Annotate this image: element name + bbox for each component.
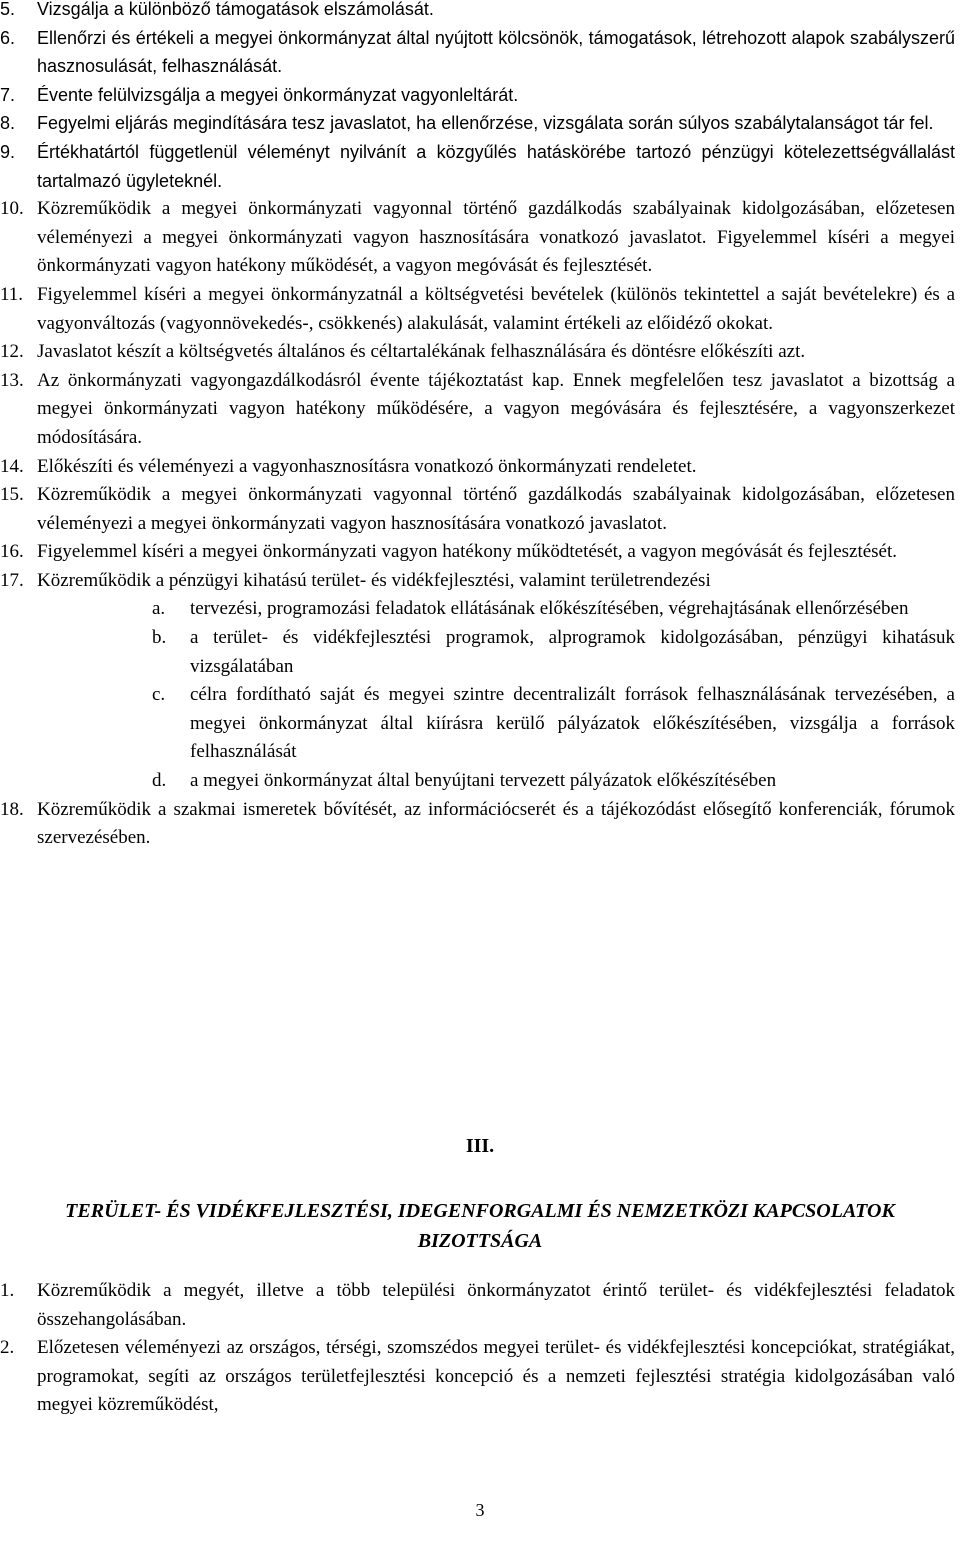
list-item bbox=[0, 567, 955, 796]
sub-item-letter: d. bbox=[152, 770, 167, 792]
sub-item-text: célra fordítható saját és megyei szintre decentralizált források felhasználásának tervezésében, a megyei önkormányzat által kiírásra kerülő pályázatok előkészítésében, vizsgálja a források felhasználását bbox=[190, 684, 955, 763]
list-item bbox=[0, 538, 955, 567]
item-number: 18. bbox=[0, 798, 24, 820]
sub-list-item bbox=[152, 624, 955, 681]
list-item bbox=[0, 24, 955, 81]
list-item bbox=[0, 281, 955, 338]
item-number: 13. bbox=[0, 369, 24, 391]
sub-item-text: tervezési, programozási feladatok ellátásának előkészítésében, végrehajtásának ellenőrzésében bbox=[190, 598, 909, 620]
item-number: 15. bbox=[0, 484, 24, 506]
item-text: Fegyelmi eljárás megindítására tesz javaslatot, ha ellenőrzése, vizsgálata során súlyos szabálytalanságot tár fel. bbox=[37, 113, 934, 134]
sub-item-letter: c. bbox=[152, 684, 166, 706]
item-text: Közreműködik a szakmai ismeretek bővítését, az információcserét és a tájékozódást elősegítő konferenciák, fórumok szervezésében. bbox=[37, 798, 955, 849]
list-item bbox=[0, 453, 955, 482]
item-text: Előzetesen véleményezi az országos, térségi, szomszédos megyei terület- és vidékfejlesztési koncepciókat, stratégiákat, programokat, segíti az országos területfejlesztési koncepció és a nemzeti fejlesztési stratégia kidolgozásában való megyei közreműködést, bbox=[37, 1337, 955, 1416]
item-text: Közreműködik a megyei önkormányzati vagyonnal történő gazdálkodás szabályainak kidolgozásában, előzetesen véleményezi a megyei önkormányzati vagyon hasznosítására vonatkozó javaslatot. Figyelemmel kíséri a megyei önkormányzati vagyon hatékony működését, a vagyon megóvását és fejlesztését. bbox=[37, 198, 955, 277]
sub-list bbox=[37, 595, 955, 795]
item-number: 16. bbox=[0, 541, 24, 563]
item-text: Közreműködik a megyei önkormányzati vagyonnal történő gazdálkodás szabályainak kidolgozásában, előzetesen véleményezi a megyei önkormányzati vagyon hasznosítására vonatkozó javaslatot. bbox=[37, 484, 955, 534]
list-item bbox=[0, 81, 955, 110]
list-item bbox=[0, 0, 955, 24]
item-number: 11. bbox=[0, 283, 24, 305]
item-number: 10. bbox=[0, 198, 24, 220]
sub-list-item bbox=[152, 595, 955, 624]
section-title: TERÜLET- ÉS VIDÉKFEJLESZTÉSI, IDEGENFORGALMI ÉS NEMZETKÖZI KAPCSOLATOK BIZOTTSÁGA bbox=[65, 1200, 895, 1252]
section-iii bbox=[0, 1135, 960, 1256]
list-item bbox=[0, 109, 955, 138]
list-item bbox=[0, 1277, 955, 1334]
sub-item-letter: b. bbox=[152, 627, 167, 649]
list-item bbox=[0, 1334, 955, 1420]
item-text: Figyelemmel kíséri a megyei önkormányzati vagyon hatékony működtetését, a vagyon megóvását és fejlesztését. bbox=[37, 541, 898, 563]
item-text: Közreműködik a pénzügyi kihatású terület- és vidékfejlesztési, valamint területrendezési bbox=[37, 569, 711, 591]
list-item bbox=[0, 367, 955, 453]
item-text: Évente felülvizsgálja a megyei önkormányzat vagyonleltárát. bbox=[37, 84, 519, 105]
item-text: Az önkormányzati vagyongazdálkodásról évente tájékoztatást kap. Ennek megfelelően tesz javaslatot a bizottság a megyei önkormányzati vagyon hatékony működésére, a vagyon megóvására és fejlesztésére, a vagyonszerkezet módosítására. bbox=[37, 369, 955, 448]
item-text: Közreműködik a megyét, illetve a több települési önkormányzatot érintő terület- és vidékfejlesztési feladatok összehangolásában. bbox=[37, 1280, 955, 1330]
item-number: 2. bbox=[0, 1337, 15, 1359]
item-text: Ellenőrzi és értékeli a megyei önkormányzat által nyújtott kölcsönök, támogatások, létrehozott alapok szabályszerű hasznosulását, felhasználását. bbox=[37, 27, 955, 77]
item-text: Figyelemmel kíséri a megyei önkormányzatnál a költségvetési bevételek (különös tekintettel a saját bevételekre) és a vagyonváltozás (vagyonnövekedés-, csökkenés) alakulását, valamint értékeli az előidéző okokat. bbox=[37, 283, 955, 334]
item-number: 1. bbox=[0, 1280, 15, 1301]
item-number: 17. bbox=[0, 569, 24, 591]
item-text: Értékhatártól függetlenül véleményt nyilvánít a közgyűlés hatáskörébe tartozó pénzügyi kötelezettségvállalást tartalmazó ügyleteknél. bbox=[37, 141, 955, 191]
item-number: 14. bbox=[0, 455, 24, 477]
item-number: 8. bbox=[0, 113, 16, 134]
list-item bbox=[0, 796, 955, 853]
item-number: 9. bbox=[0, 141, 16, 162]
item-number: 5. bbox=[0, 0, 16, 19]
list-item bbox=[0, 138, 955, 195]
sub-item-letter: a. bbox=[152, 598, 166, 620]
list-item bbox=[0, 338, 955, 367]
item-number: 6. bbox=[0, 27, 16, 48]
item-number: 12. bbox=[0, 341, 24, 363]
list-item bbox=[0, 481, 955, 538]
sub-list-item bbox=[152, 767, 955, 796]
item-text: Vizsgálja a különböző támogatások elszámolását. bbox=[37, 0, 434, 19]
item-number: 7. bbox=[0, 84, 16, 105]
page-number: 3 bbox=[475, 1500, 485, 1520]
item-text: Javaslatot készít a költségvetés általános és céltartalékának felhasználására és döntésre előkészíti azt. bbox=[37, 341, 806, 363]
list-item bbox=[0, 195, 955, 281]
section-number: III. bbox=[465, 1135, 495, 1157]
sub-item-text: a terület- és vidékfejlesztési programok, alprogramok kidolgozásában, pénzügyi kihatásuk vizsgálatában bbox=[190, 627, 955, 677]
section-iii-duties-list bbox=[0, 1277, 955, 1420]
item-text: Előkészíti és véleményezi a vagyonhasznosításra vonatkozó önkormányzati rendeletet. bbox=[37, 455, 697, 477]
sub-item-text: a megyei önkormányzat által benyújtani tervezett pályázatok előkészítésében bbox=[190, 770, 777, 792]
sub-list-item bbox=[152, 681, 955, 767]
